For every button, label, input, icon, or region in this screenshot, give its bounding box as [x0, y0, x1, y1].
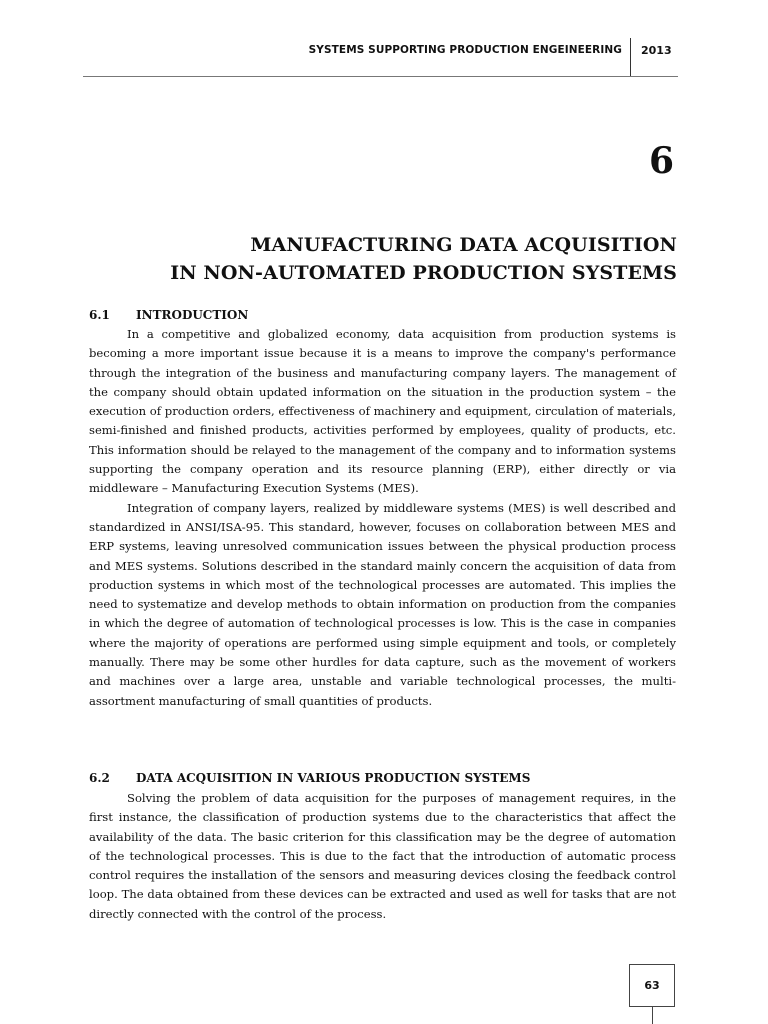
running-header-title: SYSTEMS SUPPORTING PRODUCTION ENGEINEERING [308, 44, 622, 56]
page-number-box [629, 964, 675, 1007]
section-title: DATA ACQUISITION IN VARIOUS PRODUCTION SYSTEMS [136, 771, 531, 785]
section-heading-6-1 [89, 306, 248, 324]
section-title: INTRODUCTION [136, 308, 249, 322]
paragraph: Solving the problem of data acquisition for the purposes of management requires, in the first instance, the classification of production systems due to the characteristics that affect the availability of the data. The basic criterion for this classification may be the degree of automation of the technological processes. This is due to the fact that the introduction of automatic process control requires the installation of the sensors and measuring devices closing the feedback control loop. The data obtained from these devices can be extracted and used as well for tasks that are not directly connected with the control of the process. [89, 791, 676, 921]
page-number: 63 [644, 979, 660, 992]
chapter-title-line-1: MANUFACTURING DATA ACQUISITION [250, 234, 677, 256]
chapter-number: 6 [648, 140, 674, 182]
section-6-1-body [89, 325, 676, 711]
paragraph: Integration of company layers, realized by middleware systems (MES) is well described and standardized in ANSI/ISA-95. This standard, however, focuses on collaboration between MES and ERP systems, leaving unresolved communication issues between the physical production process and MES systems. Solutions described in the standard mainly concern the acquisition of data from production systems in which most of the technological processes are automated. This implies the need to systematize and develop methods to obtain information on production from the companies in which the degree of automation of technological processes is low. This is the case in companies where the majority of operations are performed using simple equipment and tools, or completely manually. There may be some other hurdles for data capture, such as the movement of workers and machines over a large area, unstable and variable technological processes, the multi-assortment manufacturing of small quantities of products. [89, 500, 676, 708]
page-number-connector [652, 1007, 653, 1024]
running-header-year: 2013 [641, 44, 672, 57]
header-rule [83, 76, 678, 77]
section-6-2-body [89, 789, 676, 924]
chapter-title [117, 231, 677, 287]
section-number: 6.1 [89, 308, 110, 322]
paragraph: In a competitive and globalized economy, data acquisition from production systems is becoming a more important issue because it is a means to improve the company's performance through the integration of the business and manufacturing company layers. The management of the company should obtain updated information on the situation in the production system – the execution of production orders, effectiveness of machinery and equipment, circulation of materials, semi-finished and finished products, activities performed by employees, quality of products, etc. This information should be relayed to the management of the company and to information systems supporting the company operation and its resource planning (ERP), either directly or via middleware – Manufacturing Execution Systems (MES). [89, 327, 676, 496]
section-number: 6.2 [89, 771, 110, 785]
section-heading-6-2 [89, 769, 530, 787]
header-divider [630, 38, 631, 76]
chapter-title-line-2: IN NON-AUTOMATED PRODUCTION SYSTEMS [170, 262, 677, 284]
